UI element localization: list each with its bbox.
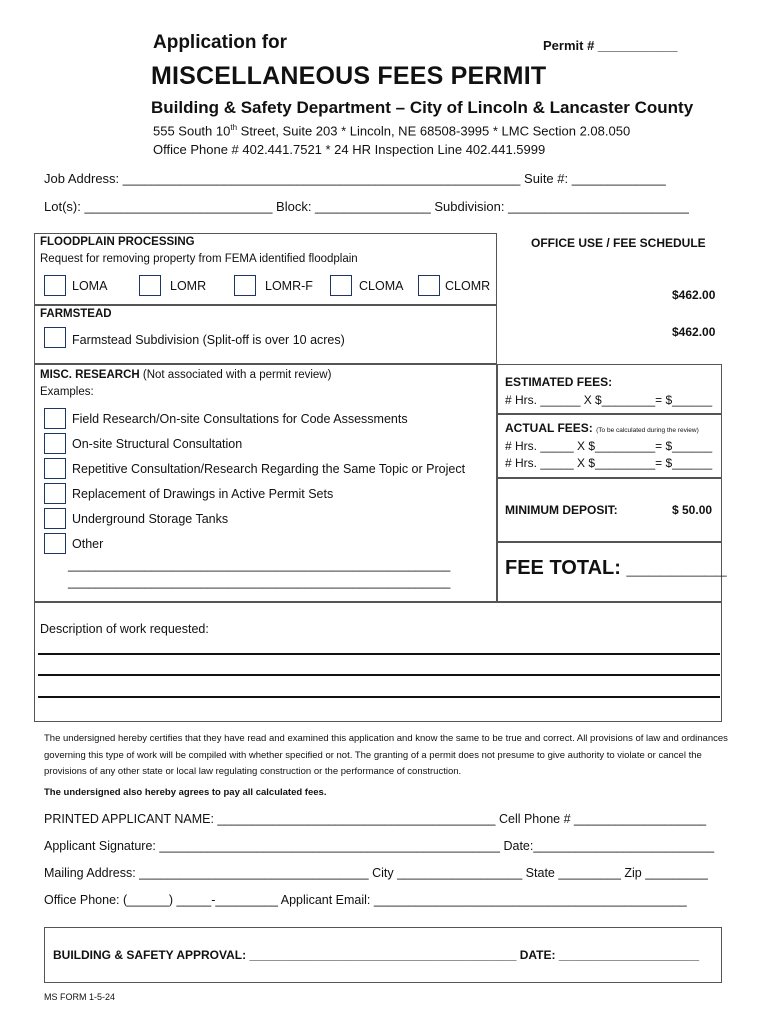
lomr-checkbox[interactable] <box>139 275 161 296</box>
actual-fees-label: ACTUAL FEES: (To be calculated during the review) <box>505 421 699 435</box>
replacement-drawings-label: Replacement of Drawings in Active Permit Sets <box>72 487 334 501</box>
department-name: Building & Safety Department – City of Lincoln & Lancaster County <box>151 98 694 117</box>
approval-field[interactable]: BUILDING & SAFETY APPROVAL: ________________________________________ DATE: _____________________ <box>53 948 699 962</box>
application-for-label: Application for <box>153 32 288 53</box>
structural-consultation-checkbox[interactable] <box>44 433 66 454</box>
signature-field[interactable]: Applicant Signature: _________________________________________________ Date:__________________________ <box>44 839 715 853</box>
agree-statement: The undersigned also hereby agrees to pay all calculated fees. <box>44 787 327 798</box>
floodplain-fee: $462.00 <box>672 288 716 302</box>
farmstead-heading: FARMSTEAD <box>40 308 112 320</box>
estimated-fees-row[interactable]: # Hrs. ______ X $________= $______ <box>505 393 713 407</box>
actual-fees-row-1[interactable]: # Hrs. _____ X $_________= $______ <box>505 439 713 453</box>
loma-checkbox[interactable] <box>44 275 66 296</box>
other-label: Other <box>72 537 104 551</box>
underground-tanks-checkbox[interactable] <box>44 508 66 529</box>
description-line-2[interactable] <box>38 674 720 676</box>
cloma-label: CLOMA <box>359 279 404 293</box>
farmstead-fee: $462.00 <box>672 325 716 339</box>
form-title: MISCELLANEOUS FEES PERMIT <box>151 62 547 90</box>
lomr-f-checkbox[interactable] <box>234 275 256 296</box>
clomr-label: CLOMR <box>445 279 491 293</box>
farmstead-checkbox[interactable] <box>44 327 66 348</box>
field-research-label: Field Research/On-site Consultations for Code Assessments <box>72 412 408 426</box>
repetitive-consultation-label: Repetitive Consultation/Research Regarding the Same Topic or Project <box>72 462 466 476</box>
examples-label: Examples: <box>40 386 94 398</box>
replacement-drawings-checkbox[interactable] <box>44 483 66 504</box>
description-label: Description of work requested: <box>40 622 209 636</box>
certification-text: The undersigned hereby certifies that they have read and examined this application and know the same to be true and correct. All provisions of law and ordinances governing this type of work will be compiled with whether specified or not. The granting of a permit does not presume to give authority to violate or cancel the provisions of any other state or local law regulating construction or the performance of construction. <box>44 733 728 777</box>
other-line-2[interactable]: _______________________________________________________ <box>68 575 451 589</box>
description-line-1[interactable] <box>38 653 720 655</box>
description-line-3[interactable] <box>38 696 720 698</box>
estimated-fees-label: ESTIMATED FEES: <box>505 375 613 389</box>
loma-label: LOMA <box>72 279 108 293</box>
underground-tanks-label: Underground Storage Tanks <box>72 512 229 526</box>
structural-consultation-label: On-site Structural Consultation <box>72 437 243 451</box>
office-use-heading: OFFICE USE / FEE SCHEDULE <box>531 236 706 250</box>
mailing-address-field[interactable]: Mailing Address: _________________________________ City __________________ State _________ Zip _________ <box>44 866 708 880</box>
permit-number-field[interactable]: Permit # ___________ <box>543 38 678 53</box>
fee-total-field[interactable]: FEE TOTAL: _________ <box>505 557 727 579</box>
minimum-deposit-label: MINIMUM DEPOSIT: <box>505 503 618 517</box>
department-phone: Office Phone # 402.441.7521 * 24 HR Inspection Line 402.441.5999 <box>153 142 546 157</box>
floodplain-request: Request for removing property from FEMA identified floodplain <box>40 253 358 265</box>
actual-fees-row-2[interactable]: # Hrs. _____ X $_________= $______ <box>505 456 713 470</box>
department-address: 555 South 10th Street, Suite 203 * Lincoln, NE 68508-3995 * LMC Section 2.08.050 <box>153 123 631 139</box>
minimum-deposit-value: $ 50.00 <box>672 503 713 517</box>
lomr-f-label: LOMR-F <box>265 279 313 293</box>
printed-name-field[interactable]: PRINTED APPLICANT NAME: ________________________________________ Cell Phone # ___________________ <box>44 812 707 826</box>
repetitive-consultation-checkbox[interactable] <box>44 458 66 479</box>
form-id: MS FORM 1-5-24 <box>44 992 116 1002</box>
description-section <box>34 602 722 722</box>
office-phone-email-field[interactable]: Office Phone: (______) _____-_________ Applicant Email: _____________________________________________ <box>44 893 687 907</box>
job-address-field[interactable]: Job Address: _______________________________________________________ Suite #: _____________ <box>44 171 666 186</box>
lomr-label: LOMR <box>170 279 207 293</box>
other-checkbox[interactable] <box>44 533 66 554</box>
misc-research-heading: MISC. RESEARCH (Not associated with a permit review) <box>40 369 332 381</box>
field-research-checkbox[interactable] <box>44 408 66 429</box>
lot-block-subdivision-field[interactable]: Lot(s): __________________________ Block: ________________ Subdivision: _________________________ <box>44 199 689 214</box>
clomr-checkbox[interactable] <box>418 275 440 296</box>
floodplain-heading: FLOODPLAIN PROCESSING <box>40 236 195 248</box>
cloma-checkbox[interactable] <box>330 275 352 296</box>
other-line-1[interactable]: _______________________________________________________ <box>68 558 451 572</box>
farmstead-label: Farmstead Subdivision (Split-off is over 10 acres) <box>72 333 345 347</box>
